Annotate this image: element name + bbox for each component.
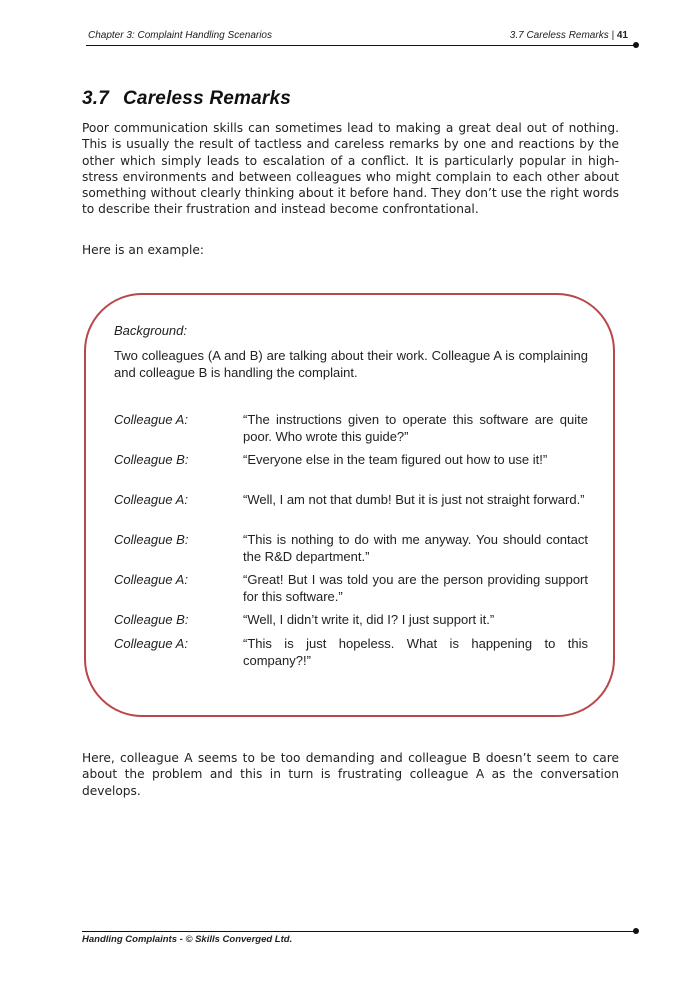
background-label: Background: [114,323,187,338]
header-section: 3.7 Careless Remarks [509,30,609,41]
dialogue-line: “Well, I didn’t write it, did I? I just support it.” [243,612,495,627]
section-title [82,88,291,110]
dialogue-speaker: Colleague A: [114,572,188,587]
header-page-number: 41 [616,30,628,41]
header-rule-dot [633,42,639,48]
header-chapter: Chapter 3: Complaint Handling Scenarios [88,30,272,41]
section-title-text: Careless Remarks [123,88,291,109]
background-text: Two colleagues (A and B) are talking about their work. Colleague A is complaining and colleague B is handling the complaint. [114,348,588,380]
section-number: 3.7 [82,88,110,109]
dialogue-line: “Everyone else in the team figured out how to use it!” [243,452,548,467]
dialogue-speaker: Colleague A: [114,492,188,507]
header-section-page [510,30,628,41]
footer-rule-dot [633,928,639,934]
header-separator: | [611,30,615,41]
dialogue-speaker: Colleague B: [114,532,189,547]
dialogue-speaker: Colleague B: [114,612,189,627]
dialogue-speaker: Colleague B: [114,452,189,467]
dialogue-line: “Great! But I was told you are the person providing support for this software.” [243,572,588,604]
dialogue-speaker: Colleague A: [114,412,188,427]
dialogue-line: “Well, I am not that dumb! But it is just not straight forward.” [243,492,585,507]
page-footer: Handling Complaints - © Skills Converged Ltd. [82,934,293,945]
dialogue-line: “This is nothing to do with me anyway. You should contact the R&D department.” [243,532,588,564]
header-rule [86,45,636,46]
dialogue-speaker: Colleague A: [114,636,188,651]
dialogue-line: “This is just hopeless. What is happening to this company?!” [243,636,588,668]
page-header [86,28,634,44]
example-intro: Here is an example: [82,243,205,257]
footer-rule [82,931,636,932]
dialogue-line: “The instructions given to operate this software are quite poor. Who wrote this guide?” [243,412,588,444]
conclusion-paragraph: Here, colleague A seems to be too demanding and colleague B doesn’t seem to care about the problem and this in turn is frustrating colleague A as the conversation develops. [82,751,619,798]
intro-paragraph: Poor communication skills can sometimes lead to making a great deal out of nothing. This is usually the result of tactless and careless remarks by one and reactions by the other which simply leads to escalation of a conflict. It is particularly popular in high-stress environments and between colleagues who might complain to each other about something without clearly thinking about it before hand. They don’t use the right words to describe their frustration and instead become confrontational. [82,121,619,217]
